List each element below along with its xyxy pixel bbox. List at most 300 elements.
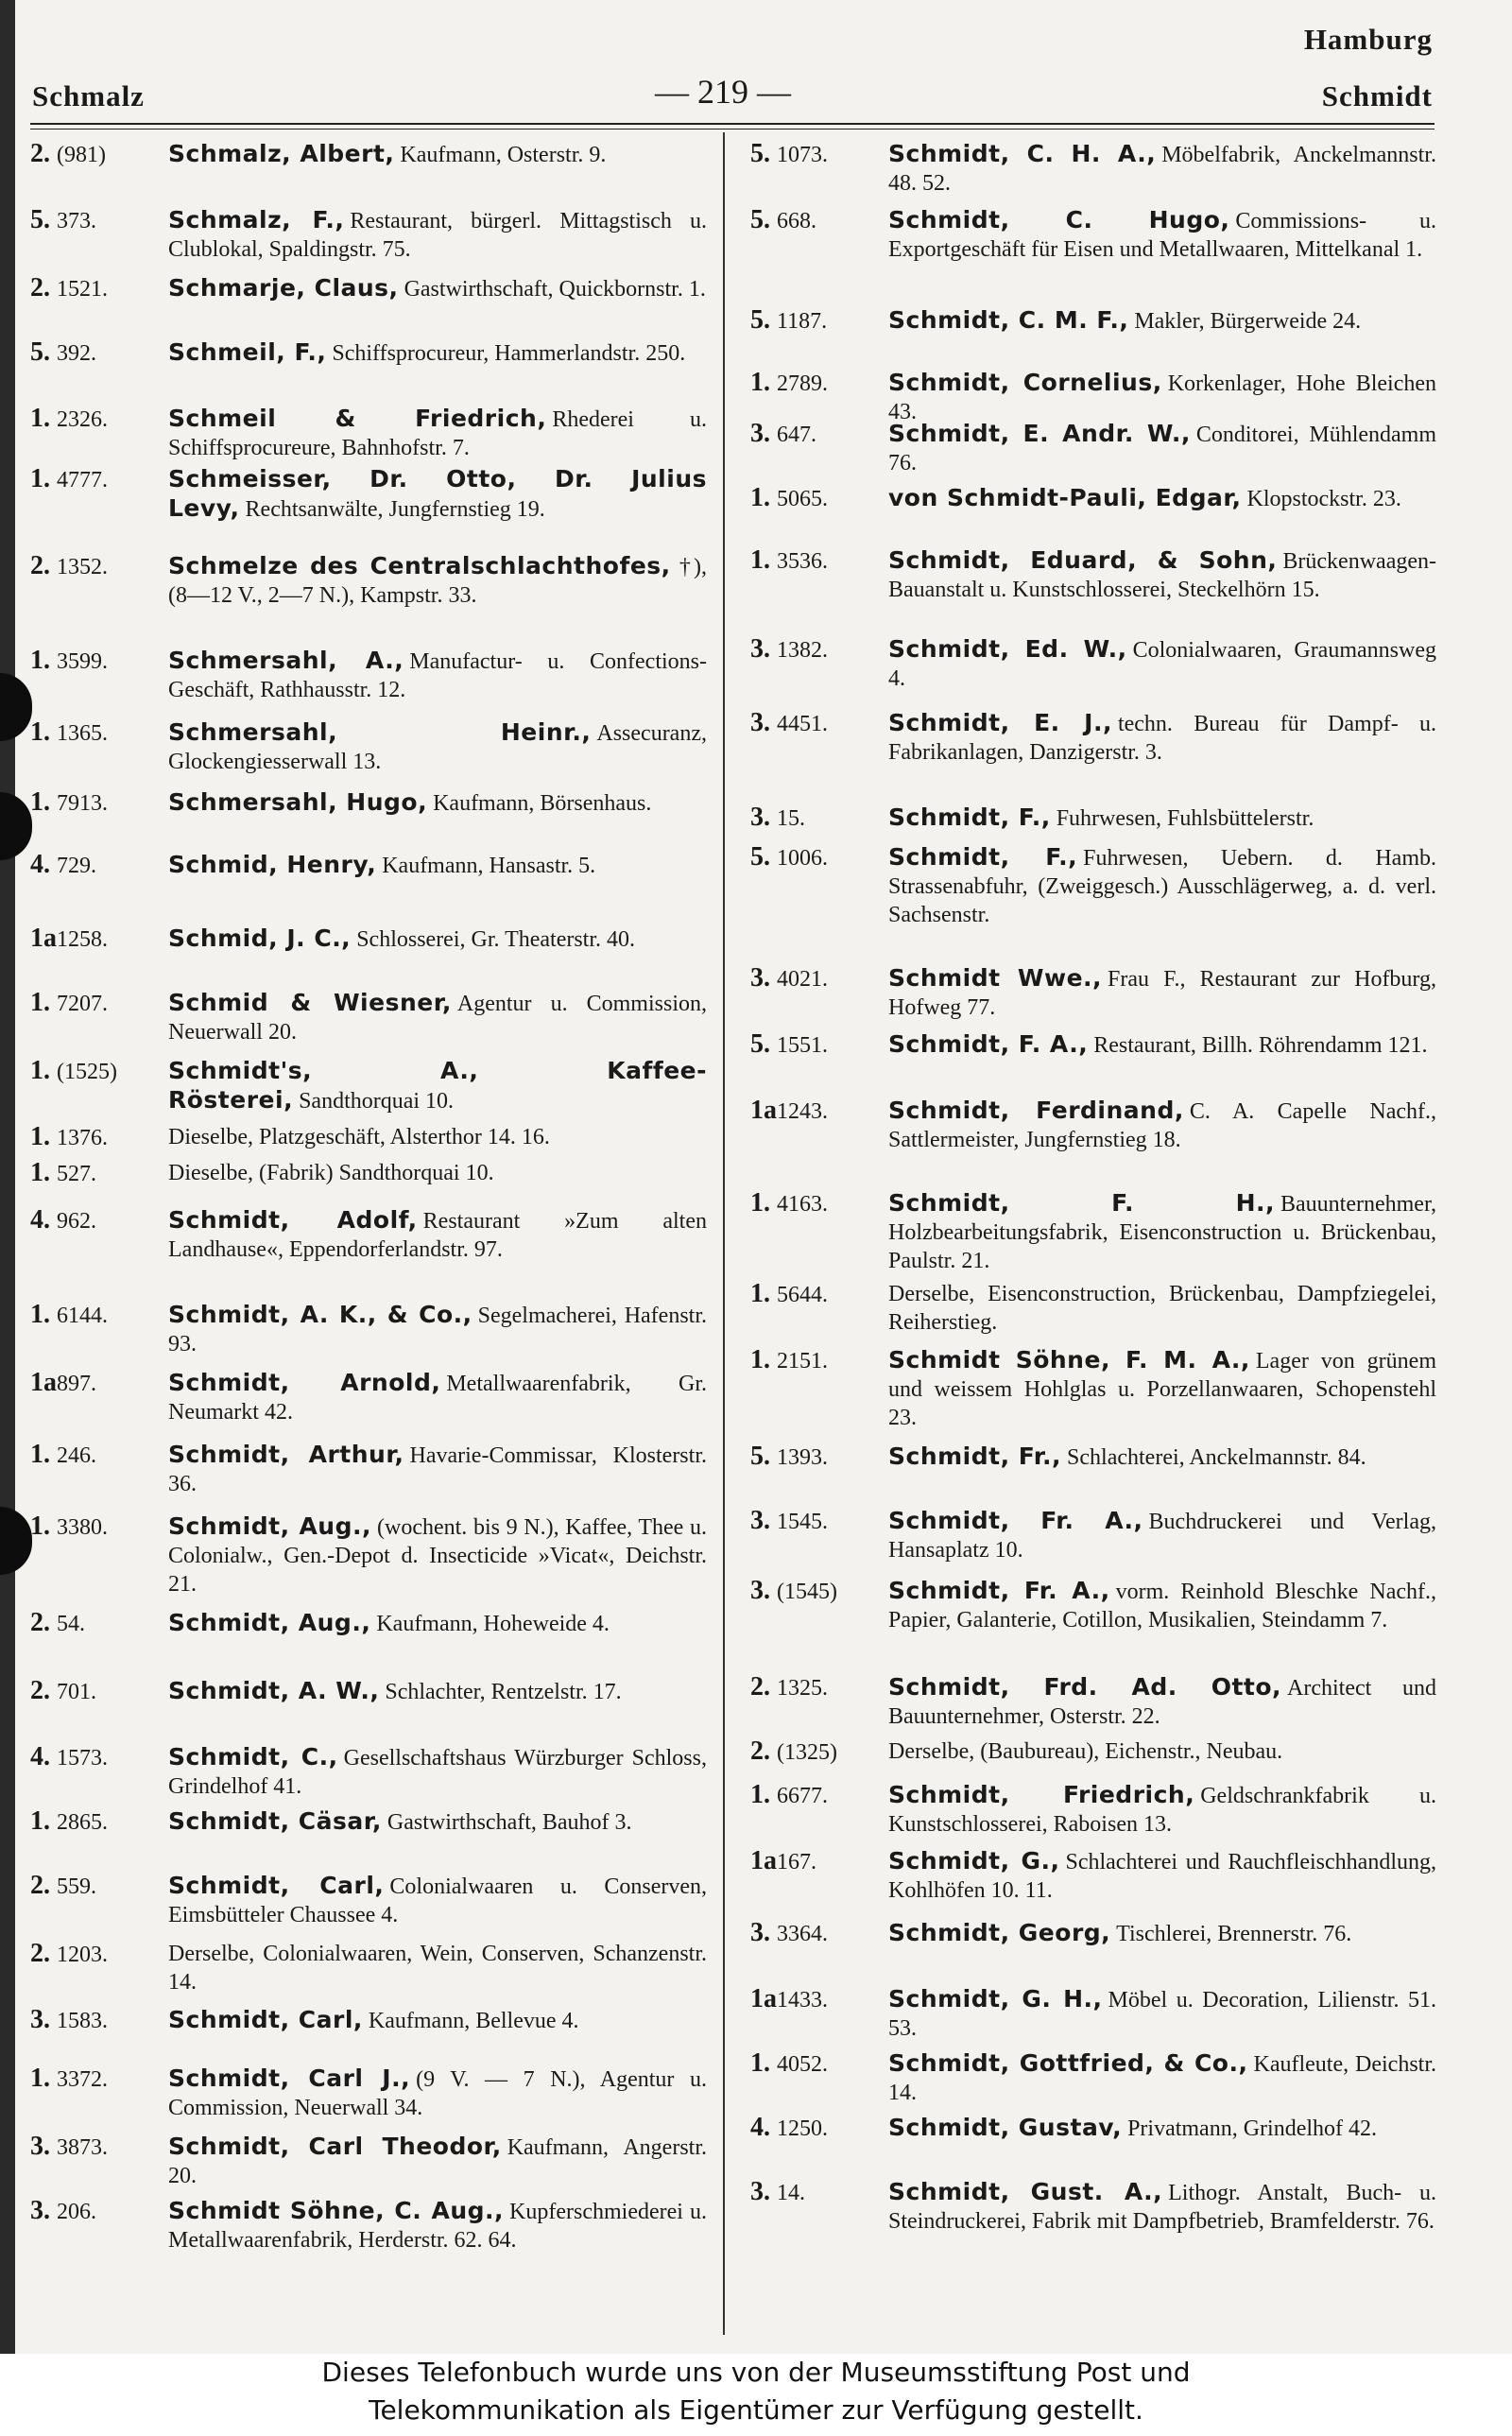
phone-number [750,1737,888,1767]
phone-number [750,1346,888,1432]
entry-text [888,369,1436,426]
directory-entry [750,1097,1436,1154]
line-number: 3536. [777,549,828,574]
line-number: 1187. [777,309,828,334]
entry-text [888,1847,1436,1905]
line-number: (1525) [57,1060,117,1084]
exchange-zone: 1. [30,1159,50,1187]
phone-number [30,851,168,880]
exchange-zone: 2. [750,1673,770,1702]
subscriber-name: Schmidt, A. K., & Co., [168,1301,472,1328]
line-number: 527. [57,1162,96,1186]
entry-details: Schlachterei, Anckelmannstr. 84. [1067,1445,1366,1470]
line-number: 1545. [777,1510,828,1534]
directory-entry [750,484,1436,513]
entry-details: techn. Bureau für Dampf- u. Fabrikanlagen, Danzigerstr. 3. [888,712,1436,765]
entry-details: Assecuranz, Glockengiesserwall 13. [168,721,707,774]
entry-details: Möbel u. Decoration, Lilienstr. 51. 53. [888,1988,1436,2041]
phone-number [30,140,168,169]
subscriber-name: Schmidt, Arthur, [168,1441,404,1468]
directory-entry [750,1919,1436,1948]
page-spine-edge [0,0,15,2354]
subscriber-name: Schmalz, F., [168,206,345,233]
entry-details: Kaufmann, Hansastr. 5. [382,854,596,878]
line-number: 4163. [777,1192,828,1217]
directory-entry [30,1057,707,1115]
entry-text [168,140,707,169]
subscriber-name: Schmidt, G., [888,1847,1060,1875]
exchange-zone: 5. [750,1443,770,1471]
entry-details: Gastwirthschaft, Bauhof 3. [387,1810,632,1835]
entry-text [168,1677,707,1706]
entry-text [888,635,1436,693]
directory-entry [30,552,707,610]
entry-details: Restaurant »Zum alten Landhause«, Eppendorferlandstr. 97. [168,1209,707,1262]
exchange-zone: 1. [750,1189,770,1218]
entry-text [168,1807,707,1837]
line-number: 392. [57,341,96,366]
entry-details: Agentur u. Commission, Neuerwall 20. [168,992,707,1045]
subscriber-name: Schmidt, Carl Theodor, [168,2133,502,2160]
subscriber-name: Schmidt Söhne, F. M. A., [888,1346,1250,1373]
entry-details: Schlachter, Rentzelstr. 17. [385,1680,622,1704]
directory-entry [30,140,707,169]
line-number: 7913. [57,791,108,816]
phone-number [750,1577,888,1634]
phone-number [30,1369,168,1426]
exchange-zone: 3. [750,1577,770,1605]
exchange-zone: 5. [750,140,770,168]
header-rule [30,129,1435,130]
subscriber-name: Schmidt, Eduard, & Sohn, [888,546,1278,574]
entry-text [888,1781,1436,1839]
phone-number [750,709,888,767]
subscriber-name: Schmidt, Friedrich, [888,1781,1195,1808]
entry-text [888,2114,1436,2143]
line-number: 6144. [57,1304,108,1328]
line-number: 4021. [777,967,828,992]
directory-entry [30,405,707,462]
entry-text [888,1507,1436,1564]
directory-entry [30,1301,707,1358]
entry-text [168,1369,707,1426]
directory-entry [30,851,707,880]
phone-number [750,635,888,693]
subscriber-name: Schmersahl, A., [168,647,404,674]
subscriber-name: Schmidt, Adolf, [168,1206,418,1234]
directory-entry [30,1512,707,1598]
exchange-zone: 1. [30,1807,50,1836]
line-number: 206. [57,2200,96,2224]
entry-details: Rhederei u. Schiffsprocureure, Bahnhofstr. 7. [168,407,708,460]
phone-number [30,1609,168,1638]
entry-details: Gastwirthschaft, Quickbornstr. 1. [404,277,706,302]
entry-text [888,1673,1436,1731]
exchange-zone: 1. [30,2065,50,2093]
entry-details: Möbelfabrik, Anckelmannstr. 48. 52. [888,143,1436,196]
directory-entry [30,2133,707,2190]
entry-text [168,2133,707,2190]
line-number: (981) [57,143,106,167]
line-number: 54. [57,1612,85,1636]
line-number: 559. [57,1875,96,1899]
entry-text [888,2178,1436,2236]
line-number: 1583. [57,2009,108,2033]
index-tab-marker [0,1507,32,1575]
subscriber-name: Schmidt, Carl J., [168,2065,411,2092]
phone-number [750,546,888,604]
footer-notice [0,2354,1512,2436]
footer-line-1: Dieses Telefonbuch wurde uns von der Museumsstiftung Post und [321,2357,1191,2388]
phone-number [750,420,888,477]
exchange-zone: 1. [750,369,770,397]
first-entry-keyword: Schmalz [32,79,145,112]
directory-entry [750,1443,1436,1472]
entry-details: Derselbe, (Baubureau), Eichenstr., Neubau. [888,1739,1283,1764]
line-number: 373. [57,209,96,233]
phone-number [750,2049,888,2107]
entry-details: Architect und Bauunternehmer, Osterstr. 22. [888,1676,1436,1729]
line-number: 1433. [777,1988,828,2013]
directory-entry [30,2197,707,2255]
exchange-zone: 4. [30,1743,50,1771]
phone-number [30,1677,168,1706]
phone-number [750,306,888,336]
directory-entry [30,1807,707,1837]
phone-number [30,1807,168,1837]
subscriber-name: Schmidt, F. H., [888,1189,1276,1217]
entry-details: Havarie-Commissar, Klosterstr. 36. [168,1443,707,1496]
entry-details: Schlosserei, Gr. Theaterstr. 40. [356,927,636,952]
directory-entry [30,1609,707,1638]
line-number: 2865. [57,1810,108,1835]
exchange-zone: 3. [750,709,770,737]
entry-details: Colonialwaaren u. Conserven, Eimsbütteler Chaussee 4. [168,1875,707,1927]
phone-number [30,1159,168,1188]
entry-details: Lithogr. Anstalt, Buch- u. Steindruckerei, Fabrik mit Dampfbetrieb, Bramfelderstr. 76. [888,2181,1436,2234]
entry-details: Fuhrwesen, Fuhlsbüttelerstr. [1056,806,1314,831]
directory-entry [750,1189,1436,1275]
line-number: 1203. [57,1943,108,1967]
exchange-zone: 5. [750,1030,770,1059]
directory-entry [30,647,707,704]
phone-number [750,1443,888,1472]
entry-text [888,2049,1436,2107]
exchange-zone: 1. [750,2049,770,2078]
phone-number [30,647,168,704]
directory-entry [30,465,707,524]
line-number: 1258. [57,927,108,952]
phone-number [30,2006,168,2035]
entry-details: Kaufmann, Angerstr. 20. [168,2135,707,2188]
directory-entry [750,1507,1436,1564]
line-number: 5065. [777,487,828,511]
exchange-zone: 3. [750,635,770,664]
entry-text [168,788,707,818]
exchange-zone: 1. [30,989,50,1017]
entry-details: (9 V. — 7 N.), Agentur u. Commission, Neuerwall 34. [168,2067,707,2120]
directory-entry [750,206,1436,264]
line-number: (1545) [777,1580,837,1604]
entry-text [888,1346,1436,1432]
entry-details: (wochent. bis 9 N.), Kaffee, Thee u. Colonialw., Gen.-Depot d. Insecticide »Vicat«, Deichstr. 21. [168,1515,708,1597]
subscriber-name: Schmersahl, Hugo, [168,788,428,816]
entry-details: Metallwaarenfabrik, Gr. Neumarkt 42. [168,1372,708,1425]
directory-entry [750,2178,1436,2236]
entry-text [168,1743,707,1801]
entry-details: Klopstockstr. 23. [1246,487,1401,511]
exchange-zone: 3. [750,964,770,993]
phone-number [750,1189,888,1275]
entry-text [888,484,1436,513]
line-number: (1325) [777,1740,837,1765]
directory-entry [750,1673,1436,1731]
entry-text [168,1159,707,1188]
directory-entry [750,803,1436,833]
exchange-zone: 2. [30,1677,50,1705]
line-number: 1243. [777,1099,828,1124]
directory-entry [750,1847,1436,1905]
footer-line-2: Telekommunikation als Eigentümer zur Verfügung gestellt. [369,2394,1143,2426]
exchange-zone: 3. [750,2178,770,2206]
entry-details: Manufactur- u. Confections-Geschäft, Rathhausstr. 12. [168,649,707,702]
line-number: 668. [777,209,816,233]
exchange-zone: 3. [30,2197,50,2225]
entry-details: Colonialwaaren, Graumannsweg 4. [888,638,1436,691]
exchange-zone: 3. [750,1919,770,1947]
line-number: 962. [57,1209,96,1234]
line-number: 14. [777,2181,805,2205]
city-heading: Hamburg [1303,23,1433,56]
subscriber-name: Schmidt, A. W., [168,1677,380,1704]
exchange-zone: 3. [30,2006,50,2034]
directory-entry [750,369,1436,426]
directory-entry [30,1206,707,1264]
phone-number [30,924,168,954]
phone-number [30,1301,168,1358]
directory-entry [30,718,707,776]
subscriber-name: Schmidt, Frd. Ad. Otto, [888,1673,1282,1701]
directory-entry [750,1781,1436,1839]
index-tab-marker [0,673,32,741]
entry-details: Kupferschmiederei u. Metallwaarenfabrik, Herderstr. 62. 64. [168,2200,707,2253]
entry-text [888,709,1436,767]
subscriber-name: Schmalz, Albert, [168,140,395,167]
entry-text [888,1097,1436,1154]
directory-entry [30,1743,707,1801]
subscriber-name: Schmeisser, Dr. Otto, Dr. Julius Levy, [168,465,707,522]
entry-text [168,552,707,610]
exchange-zone: 3. [750,803,770,832]
directory-entry [30,274,707,303]
entry-details: Korkenlager, Hohe Bleichen 43. [888,371,1436,424]
subscriber-name: Schmidt, Cäsar, [168,1807,382,1835]
directory-entry [750,140,1436,198]
exchange-zone: 1. [30,718,50,747]
entry-details: Fuhrwesen, Uebern. d. Hamb. Strassenabfuhr, (Zweiggesch.) Ausschlägerweg, a. d. verl. Sachsenstr. [888,846,1436,927]
line-number: 4451. [777,712,828,736]
subscriber-name: Schmidt Wwe., [888,964,1103,992]
entry-text [168,274,707,303]
exchange-zone: 1. [750,484,770,512]
entry-details: C. A. Capelle Nachf., Sattlermeister, Jungfernstieg 18. [888,1099,1436,1152]
directory-entry [30,1441,707,1498]
entry-details: Tischlerei, Brennerstr. 76. [1116,1922,1352,1946]
subscriber-name: Schmidt, Georg, [888,1919,1111,1946]
exchange-zone: 2. [30,274,50,302]
directory-entry [30,788,707,818]
index-tab-marker [0,792,32,860]
directory-entry [750,843,1436,929]
subscriber-name: Schmidt, F. A., [888,1030,1089,1058]
entry-details: Schlachterei und Rauchfleischhandlung, Kohlhöfen 10. 11. [888,1850,1436,1903]
phone-number [30,1057,168,1115]
entry-text [168,1441,707,1498]
entry-text [168,851,707,880]
exchange-zone: 1. [30,405,50,433]
line-number: 897. [57,1372,96,1396]
subscriber-name: Schmidt Söhne, C. Aug., [168,2197,505,2224]
directory-entry [30,1872,707,1929]
entry-text [888,546,1436,604]
directory-entry [30,2006,707,2035]
exchange-zone: 1. [30,465,50,493]
directory-entry [750,1577,1436,1634]
phone-number [30,274,168,303]
entry-details: Bauunternehmer, Holzbearbeitungsfabrik, Eisenconstruction u. Brückenbau, Paulstr. 21. [888,1192,1436,1273]
entry-details: Restaurant, Billh. Röhrendamm 121. [1093,1033,1428,1058]
subscriber-name: Schmidt's, A., Kaffee-Rösterei, [168,1057,707,1114]
exchange-zone: 5. [750,206,770,234]
subscriber-name: Schmidt, Aug., [168,1512,371,1540]
phone-number [30,206,168,264]
subscriber-name: Schmidt, Gustav, [888,2114,1123,2141]
entry-details: Rechtsanwälte, Jungfernstieg 19. [245,497,545,522]
entry-text [168,465,707,524]
line-number: 1365. [57,721,108,746]
phone-number [750,1280,888,1337]
line-number: 4777. [57,468,108,492]
header-rule [30,123,1435,125]
directory-entry [750,546,1436,604]
phone-number [30,2197,168,2255]
line-number: 246. [57,1443,96,1468]
exchange-zone: 2. [30,552,50,580]
entry-details: Segelmacherei, Hafenstr. 93. [168,1304,707,1356]
directory-entry [30,1159,707,1188]
subscriber-name: Schmidt, C. M. F., [888,306,1129,334]
exchange-zone: 2. [30,1609,50,1637]
subscriber-name: Schmid & Wiesner, [168,989,452,1016]
exchange-zone: 1. [750,1781,770,1809]
phone-number [30,465,168,524]
phone-number [30,1441,168,1498]
exchange-zone: 1. [30,1123,50,1151]
line-number: 1325. [777,1676,828,1701]
exchange-zone: 2. [30,1872,50,1900]
entry-text [888,964,1436,1022]
directory-entry [750,1280,1436,1337]
entry-text [168,2065,707,2122]
line-number: 4052. [777,2052,828,2077]
entry-details: Kaufmann, Börsenhaus. [433,791,652,816]
phone-number [750,1030,888,1060]
line-number: 3873. [57,2135,108,2160]
exchange-zone: 1a [750,1097,777,1125]
subscriber-name: Schmidt, G. H., [888,1985,1103,2013]
subscriber-name: Schmersahl, Heinr., [168,718,592,746]
entry-details: Geldschrankfabrik u. Kunstschlosserei, Raboisen 13. [888,1784,1436,1837]
entry-text [888,803,1436,833]
entry-details: Frau F., Restaurant zur Hofburg, Hofweg 77. [888,967,1436,1020]
entry-text [168,718,707,776]
phone-number [750,2178,888,2236]
phone-number [30,1940,168,1996]
entry-text [888,306,1436,336]
line-number: 15. [777,806,805,831]
subscriber-name: Schmidt, Cornelius, [888,369,1162,396]
exchange-zone: 3. [750,1507,770,1535]
entry-text [168,1872,707,1929]
subscriber-name: Schmelze des Centralschlachthofes, [168,552,671,579]
entry-text [168,1123,707,1152]
entry-text [888,1737,1436,1767]
line-number: 1521. [57,277,108,302]
phone-number [30,1123,168,1152]
directory-entry [30,2065,707,2122]
subscriber-name: Schmidt, Fr. A., [888,1507,1143,1534]
phone-number [750,1847,888,1905]
phone-number [750,964,888,1022]
exchange-zone: 2. [750,1737,770,1766]
exchange-zone: 2. [30,140,50,168]
phone-number [750,206,888,264]
phone-number [30,2065,168,2122]
phone-number [30,1206,168,1264]
line-number: 1352. [57,555,108,579]
line-number: 1551. [777,1033,828,1058]
entry-details: Schiffsprocureur, Hammerlandstr. 250. [332,341,686,366]
line-number: 2789. [777,371,828,396]
directory-entry [750,2049,1436,2107]
exchange-zone: 4. [30,1206,50,1235]
entry-details: Lager von grünem und weissem Hohlglas u. Porzellanwaaren, Schopenstehl 23. [888,1349,1436,1430]
exchange-zone: 5. [750,843,770,872]
directory-entry [750,964,1436,1022]
exchange-zone: 1a [30,924,57,953]
line-number: 1382. [777,638,828,663]
phone-number [30,1512,168,1598]
subscriber-name: Schmeil, F., [168,338,327,366]
directory-entry [750,709,1436,767]
page-number: — 219 — [655,73,791,111]
subscriber-name: Schmidt, Ferdinand, [888,1097,1184,1124]
phone-number [750,1919,888,1948]
subscriber-name: Schmidt, Fr. A., [888,1577,1110,1604]
line-number: 1250. [777,2116,828,2141]
exchange-zone: 1. [30,1301,50,1329]
phone-number [750,1985,888,2043]
subscriber-name: Schmidt, Gottfried, & Co., [888,2049,1248,2077]
line-number: 1006. [777,846,828,871]
phone-number [750,1673,888,1731]
exchange-zone: 1. [30,1057,50,1085]
exchange-zone: 5. [30,206,50,234]
exchange-zone: 1a [30,1369,57,1397]
entry-details: Brückenwaagen-Bauanstalt u. Kunstschlosserei, Steckelhörn 15. [888,549,1436,602]
phone-number [30,1743,168,1801]
line-number: 1376. [57,1126,108,1150]
